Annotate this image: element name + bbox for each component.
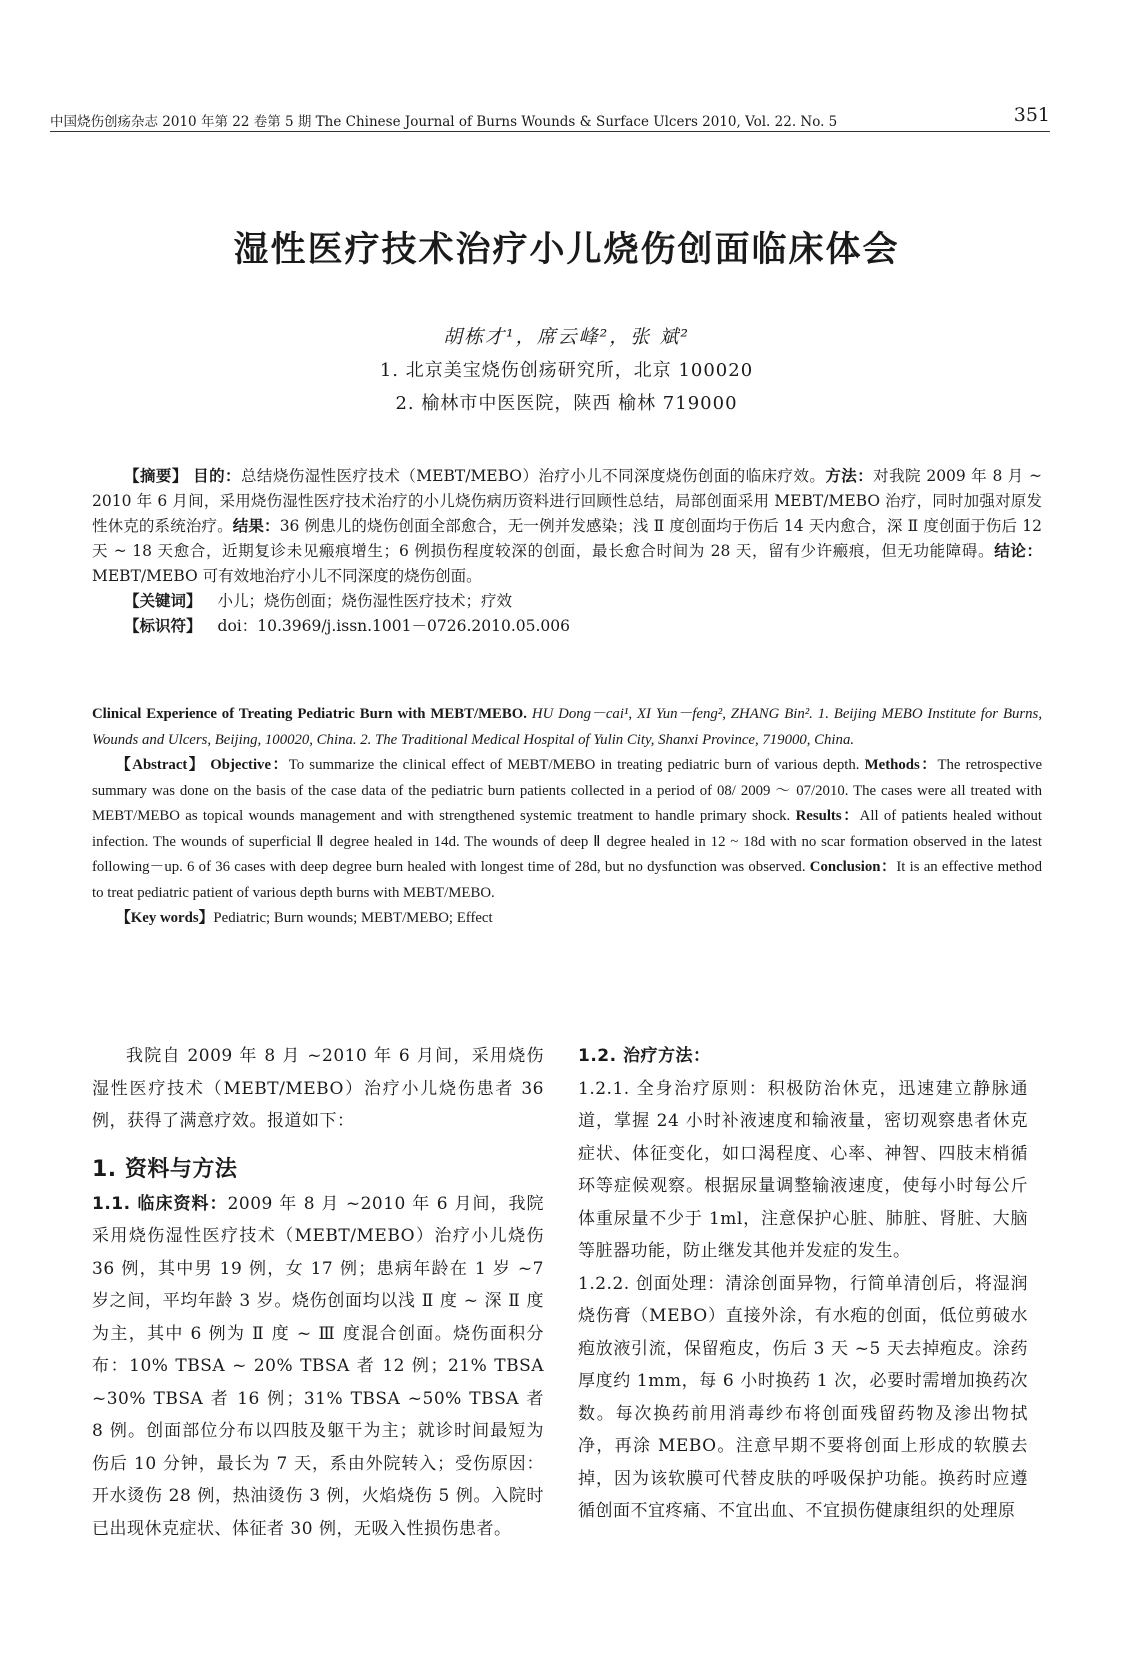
results-label: 结果： [232, 517, 280, 535]
objective-label: 目的： [193, 467, 241, 485]
doi-label: 【标识符】 [124, 617, 202, 635]
conclusion-text: MEBT/MEBO 可有效地治疗小儿不同深度的烧伤创面。 [92, 567, 482, 585]
objective-text: 总结烧伤湿性医疗技术（MEBT/MEBO）治疗小儿不同深度烧伤创面的临床疗效。 [240, 467, 826, 485]
en-objective-text: To summarize the clinical effect of MEBT/MEBO in treating pediatric burn of various depth. [288, 757, 860, 773]
en-abstract-label: 【Abstract】 [116, 757, 206, 773]
abstract-cn-body [92, 464, 1042, 589]
page-number: 351 [1013, 104, 1050, 126]
abstract-cn-label: 【摘要】 [124, 467, 188, 485]
header-rule [50, 131, 1050, 132]
results-text: 36 例患儿的烧伤创面全部愈合，无一例并发感染；浅 Ⅱ 度创面均于伤后 14 天内愈合，深 Ⅱ 度创面于伤后 12 天 ~ 18 天愈合，近期复诊未见瘢痕增生；6 例损伤程度较深的创面，最长愈合时间为 28 天，留有少许瘢痕，但无功能障碍。 [92, 517, 1042, 560]
clinical-data-paragraph [92, 1188, 544, 1546]
body-column-left [92, 1040, 544, 1545]
abstract-chinese [92, 464, 1042, 639]
clinical-data-label: 1.1. 临床资料： [92, 1193, 228, 1214]
en-affiliations: 1. Beijing MEBO Institute for Burns, Wounds and Ulcers, Beijing, 100020, China. 2. The Traditional Medical Hospital of Yulin City, Shanxi Province, 719000, China. [92, 706, 1043, 748]
en-methods-text: The retrospective summary was done on the basis of the case data of the pediatric burn patients collected in a period of 08/ 2009 ～ 07/2010. The cases were all treated with MEBT/MEBO as topical wounds management and with strengthened systemic treatment to handle primary shock. [92, 757, 1043, 824]
en-conclusion-text: It is an effective method to treat pediatric patient of various depth burns with MEBT/MEBO. [92, 859, 1042, 901]
body-column-right [578, 1040, 1028, 1528]
en-authors: HU Dong－cai¹, XI Yun－feng², ZHANG Bin². [531, 706, 813, 722]
keywords-text: 小儿；烧伤创面；烧伤湿性医疗技术；疗效 [217, 592, 513, 610]
en-keywords-label: 【Key words】 [116, 910, 214, 926]
subsection-heading-treatment: 1.2. 治疗方法： [578, 1046, 711, 1066]
en-keywords-row [92, 906, 1042, 932]
keywords-label: 【关键词】 [124, 592, 202, 610]
doi-row [92, 614, 1042, 639]
en-results-text: All of patients healed without infection. The wounds of superficial Ⅱ degree healed in 14d. The wounds of deep Ⅱ degree healed in 12 ~ 18d with no scar formation observed in the latest following－up. 6 of 36 cases with deep degree burn healed with longest time of 28d, but no dysfunction was observed. [92, 808, 1043, 875]
systemic-treatment-paragraph: 1.2.1. 全身治疗原则：积极防治休克，迅速建立静脉通道，掌握 24 小时补液速度和输液量，密切观察患者休克症状、体征变化，如口渴程度、心率、神智、四肢末梢循环等症候观察。根据尿量调整输液速度，使每小时每公斤体重尿量不少于 1ml，注意保护心脏、肺脏、肾脏、大脑等脏器功能，防止继发其他并发症的发生。 [578, 1078, 1028, 1261]
running-title: 中国烧伤创疡杂志 2010 年第 22 卷第 5 期 The Chinese Journal of Burns Wounds & Surface Ulcers 2010, Vol. 22. No. 5 [50, 114, 838, 130]
en-title: Clinical Experience of Treating Pediatric Burn with MEBT/MEBO. [92, 706, 527, 722]
article-title: 湿性医疗技术治疗小儿烧伤创面临床体会 [233, 230, 900, 270]
running-header [50, 104, 1050, 130]
affiliation-1: 1. 北京美宝烧伤创疡研究所，北京 100020 [379, 360, 754, 381]
methods-label: 方法： [825, 467, 874, 485]
methods-text: 对我院 2009 年 8 月 ~ 2010 年 6 月间，采用烧伤湿性医疗技术治疗的小儿烧伤病历资料进行回顾性总结，局部创面采用 MEBT/MEBO 治疗，同时加强对原发性休克的系统治疗。 [92, 467, 1042, 535]
abstract-english [92, 702, 1042, 932]
affiliation-2: 2. 榆林市中医医院，陕西 榆林 719000 [395, 393, 738, 414]
en-abstract-body [92, 753, 1042, 906]
en-methods-label: Methods： [864, 757, 938, 773]
wound-management-paragraph: 1.2.2. 创面处理：清涂创面异物，行简单清创后，将湿润烧伤膏（MEBO）直接外涂，有水疱的创面，低位剪破水疱放液引流，保留疱皮，伤后 3 天 ~5 天去掉疱皮。涂药厚度约 1mm，每 6 小时换药 1 次，必要时需增加换药次数。每次换药前用消毒纱布将创面残留药物及渗出物拭净，再涂 MEBO。注意早期不要将创面上形成的软膜去掉，因为该软膜可代替皮肤的呼吸保护功能。换药时应遵循创面不宜疼痛、不宜出血、不宜损伤健康组织的处理原 [578, 1273, 1028, 1521]
intro-paragraph: 我院自 2009 年 8 月 ~2010 年 6 月间，采用烧伤湿性医疗技术（MEBT/MEBO）治疗小儿烧伤患者 36 例，获得了满意疗效。报道如下： [92, 1046, 544, 1131]
en-results-label: Results： [795, 808, 860, 824]
doi-text: doi：10.3969/j.issn.1001－0726.2010.05.006 [217, 617, 570, 635]
en-header [92, 702, 1042, 753]
conclusion-label: 结论： [994, 542, 1042, 560]
en-keywords-text: Pediatric; Burn wounds; MEBT/MEBO; Effect [213, 910, 493, 926]
keywords-row [92, 589, 1042, 614]
en-objective-label: Objective： [210, 757, 289, 773]
clinical-data-text: 2009 年 8 月 ~2010 年 6 月间，我院采用烧伤湿性医疗技术（MEBT/MEBO）治疗小儿烧伤 36 例，其中男 19 例，女 17 例；患病年龄在 1 岁 ~7 岁之间，平均年龄 3 岁。烧伤创面均以浅 Ⅱ 度 ~ 深 Ⅱ 度为主，其中 6 例为 Ⅱ 度 ~ Ⅲ 度混合创面。烧伤面积分布：10% TBSA ~ 20% TBSA 者 12 例；21% TBSA ~30% TBSA 者 16 例；31% TBSA ~50% TBSA 者 8 例。创面部位分布以四肢及躯干为主；就诊时间最短为伤后 10 分钟，最长为 7 天，系由外院转入；受伤原因：开水烫伤 28 例，热油烫伤 3 例，火焰烧伤 5 例。入院时已出现休克症状、体征者 30 例，无吸入性损伤患者。 [92, 1193, 544, 1539]
author-list: 胡栋才¹，席云峰²，张 斌² [443, 326, 690, 348]
section-heading-materials-methods: 1. 资料与方法 [92, 1156, 238, 1182]
en-conclusion-label: Conclusion： [809, 859, 897, 875]
